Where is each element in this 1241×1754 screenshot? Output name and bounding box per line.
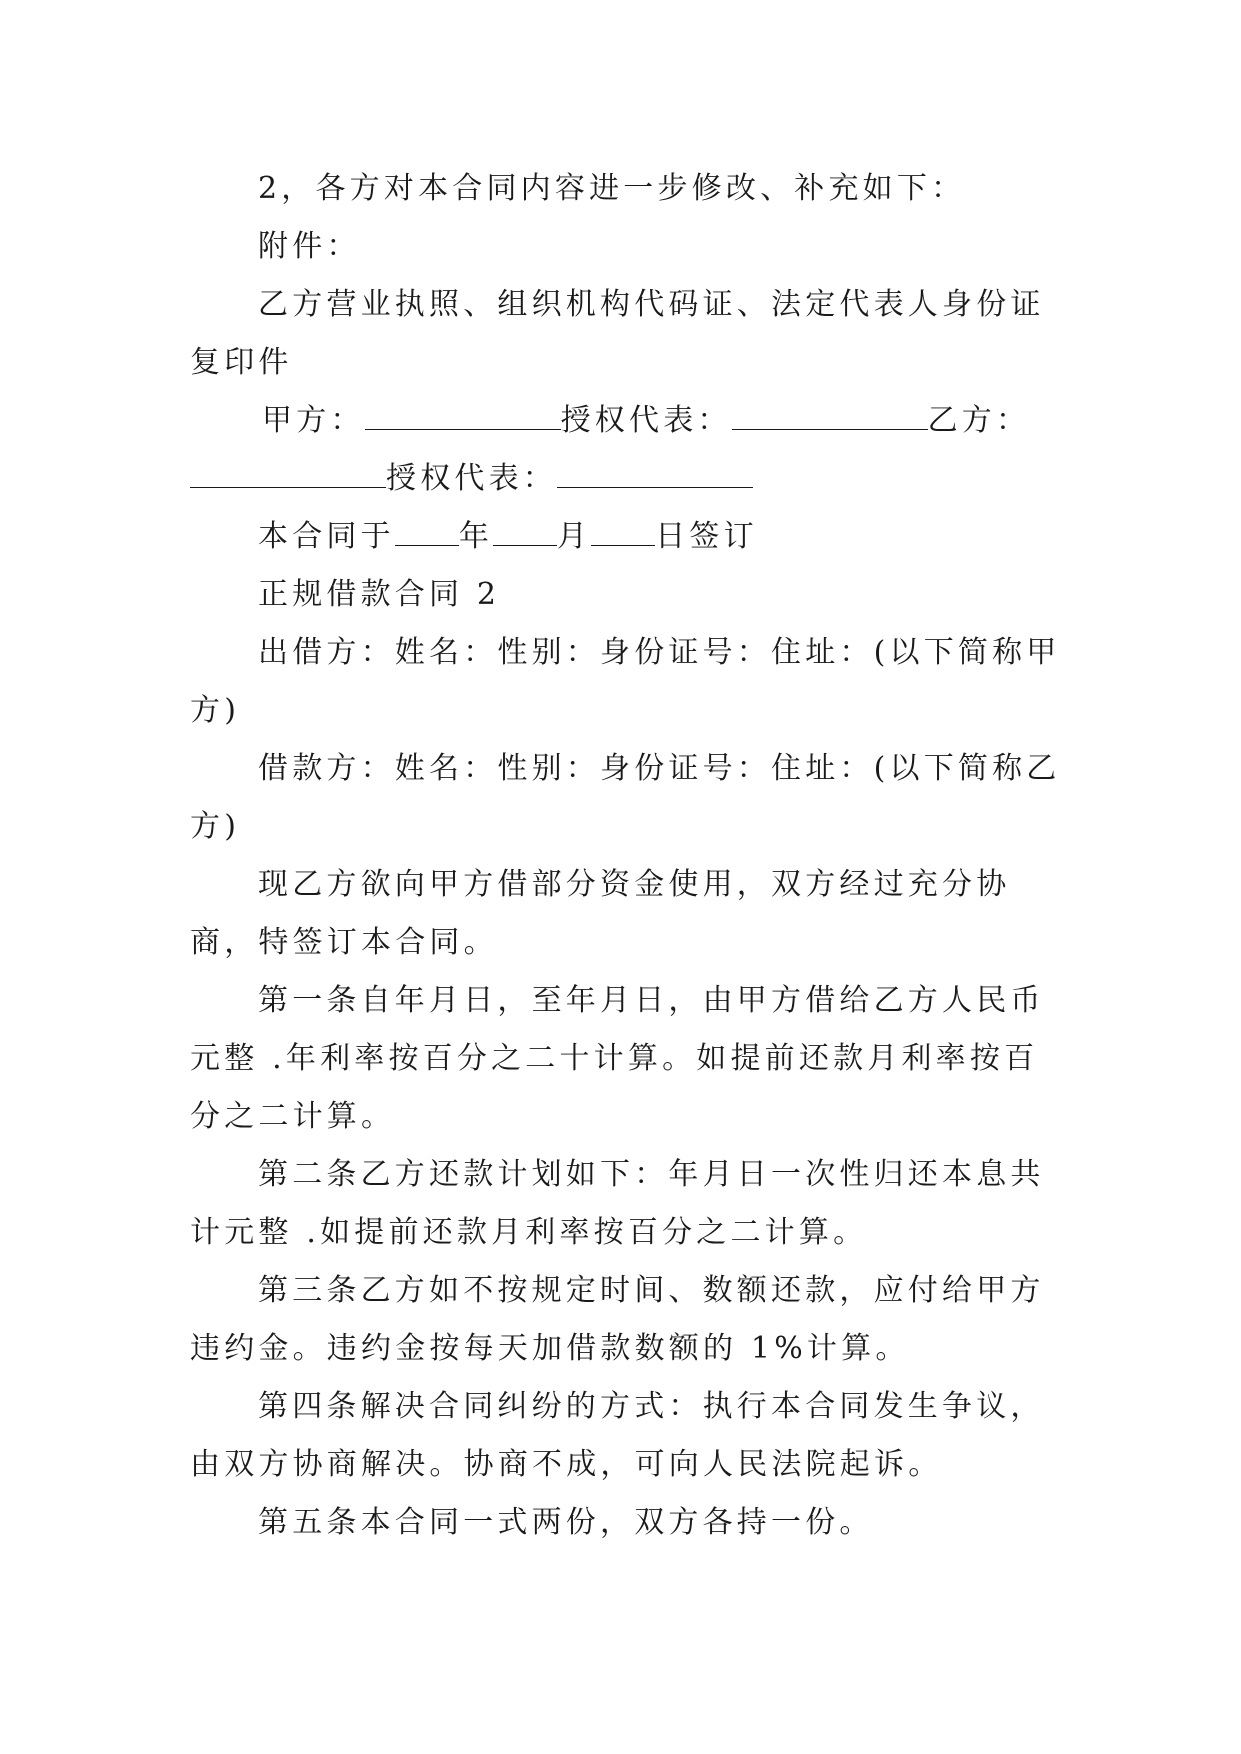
party-a-blank: [365, 395, 561, 430]
month-blank: [493, 511, 557, 546]
article-4: 第四条解决合同纠纷的方式：执行本合同发生争议，由双方协商解决。协商不成，可向人民法院起诉。: [190, 1389, 1045, 1482]
date-prefix: 本合同于: [258, 519, 395, 554]
day-blank: [591, 511, 655, 546]
date-year: 年: [458, 519, 494, 554]
rep-2-label: 授权代表：: [386, 461, 557, 496]
year-blank: [395, 511, 459, 546]
paragraph-borrower: 借款方：姓名：性别：身份证号：住址：(以下简称乙方): [190, 751, 1061, 844]
rep-1-label: 授权代表：: [560, 403, 732, 438]
paragraph-attachment-list: 乙方营业执照、组织机构代码证、法定代表人身份证复印件: [190, 287, 1045, 380]
paragraph-amendment: 2，各方对本合同内容进一步修改、补充如下：: [258, 171, 966, 206]
date-month: 月: [557, 519, 592, 554]
party-b-blank: [190, 453, 386, 488]
rep-1-blank: [732, 395, 928, 430]
signature-block: [190, 392, 1070, 508]
paragraph-lender: 出借方：姓名：性别：身份证号：住址：(以下简称甲方): [190, 635, 1061, 728]
article-5: 第五条本合同一式两份，双方各持一份。: [258, 1505, 874, 1540]
date-line: [190, 508, 1070, 566]
party-b-label: 乙方：: [927, 403, 1031, 438]
section-title: 正规借款合同 2: [258, 577, 501, 612]
paragraph-preamble: 现乙方欲向甲方借部分资金使用，双方经过充分协商，特签订本合同。: [190, 867, 1011, 960]
document-page: [190, 160, 1070, 1552]
article-2: 第二条乙方还款计划如下：年月日一次性归还本息共计元整 .如提前还款月利率按百分之二计算。: [190, 1157, 1045, 1250]
paragraph-attachment-heading: 附件：: [258, 229, 361, 264]
date-day-suffix: 日签订: [655, 519, 758, 554]
article-1: 第一条自年月日，至年月日，由甲方借给乙方人民币元整 .年利率按百分之二十计算。如提前还款月利率按百分之二计算。: [190, 983, 1045, 1134]
article-3: 第三条乙方如不按规定时间、数额还款，应付给甲方违约金。违约金按每天加借款数额的 1%计算。: [190, 1273, 1045, 1366]
rep-2-blank: [557, 453, 753, 488]
party-a-label: 甲方：: [262, 403, 365, 438]
